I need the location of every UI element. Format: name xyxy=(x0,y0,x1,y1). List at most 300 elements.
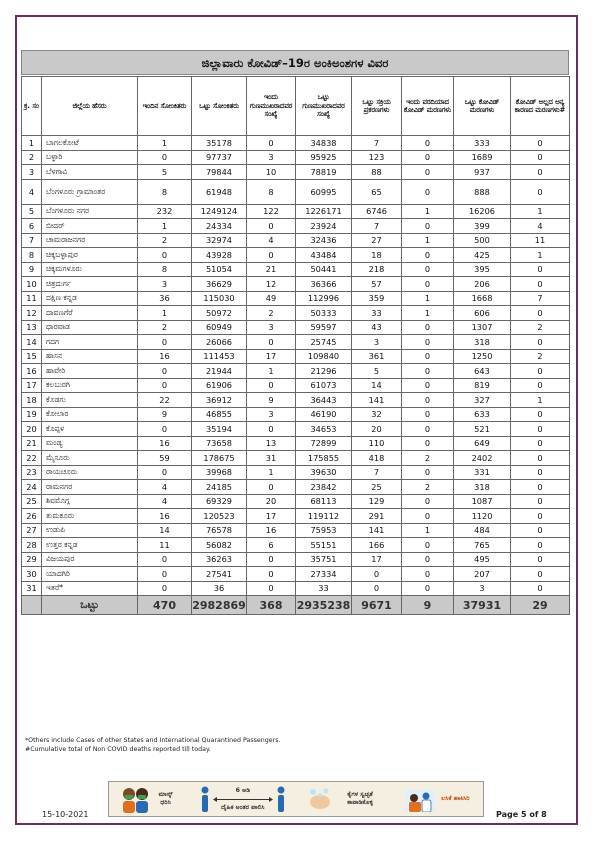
table-row xyxy=(22,393,570,408)
cell-sl: 3 xyxy=(22,165,42,180)
cell-sl: 18 xyxy=(22,393,42,408)
cell-death-total: 819 xyxy=(454,378,511,393)
table-row xyxy=(22,480,570,495)
cell-total: 24185 xyxy=(192,480,247,495)
cell-death-today: 2 xyxy=(402,480,454,495)
cell-rec-total: 1226171 xyxy=(296,204,352,219)
cell-active: 18 xyxy=(352,248,402,263)
cell-death-total: 2402 xyxy=(454,451,511,466)
cell-death-total: 425 xyxy=(454,248,511,263)
cell-total: 61948 xyxy=(192,179,247,204)
cell-sl: 30 xyxy=(22,567,42,582)
cell-death-total: 495 xyxy=(454,552,511,567)
cell-rec-total: 68113 xyxy=(296,494,352,509)
cell-sl: 22 xyxy=(22,451,42,466)
cell-total: 46855 xyxy=(192,407,247,422)
cell-name: ಚಿತ್ರದುರ್ಗ xyxy=(42,277,138,292)
table-row xyxy=(22,204,570,219)
cell-active: 25 xyxy=(352,480,402,495)
cell-name: ಶಿವಮೊಗ್ಗ xyxy=(42,494,138,509)
cell-today: 16 xyxy=(138,436,192,451)
cell-name: ಧಾರವಾಡ xyxy=(42,320,138,335)
cell-sl: 8 xyxy=(22,248,42,263)
cell-name: ತುಮಕೂರು xyxy=(42,509,138,524)
cell-death-total: 395 xyxy=(454,262,511,277)
cell-total: 178675 xyxy=(192,451,247,466)
cell-death-total: 937 xyxy=(454,165,511,180)
cell-rec-today: 1 xyxy=(247,465,296,480)
col-header-total-recovered: ಒಟ್ಟು ಗುಣಮುಖರಾದವರ ಸಂಖ್ಯೆ xyxy=(296,77,352,136)
cell-total: 115030 xyxy=(192,291,247,306)
cell-total: 36629 xyxy=(192,277,247,292)
totals-non-covid: 29 xyxy=(511,596,570,615)
cell-today: 3 xyxy=(138,277,192,292)
cell-rec-today: 0 xyxy=(247,422,296,437)
cell-total: 21944 xyxy=(192,364,247,379)
table-row xyxy=(22,291,570,306)
cell-non-covid: 0 xyxy=(511,567,570,582)
cell-rec-total: 23842 xyxy=(296,480,352,495)
cell-total: 43928 xyxy=(192,248,247,263)
cell-sl: 7 xyxy=(22,233,42,248)
cell-today: 1 xyxy=(138,219,192,234)
cell-today: 0 xyxy=(138,150,192,165)
col-header-active: ಒಟ್ಟು ಸಕ್ರಿಯ ಪ್ರಕರಣಗಳು xyxy=(352,77,402,136)
cell-rec-total: 35751 xyxy=(296,552,352,567)
cell-sl: 5 xyxy=(22,204,42,219)
cell-death-today: 0 xyxy=(402,262,454,277)
cell-rec-today: 12 xyxy=(247,277,296,292)
cell-non-covid: 0 xyxy=(511,179,570,204)
cell-today: 16 xyxy=(138,509,192,524)
cell-rec-today: 0 xyxy=(247,378,296,393)
cell-active: 141 xyxy=(352,393,402,408)
cell-sl: 14 xyxy=(22,335,42,350)
cell-rec-today: 2 xyxy=(247,306,296,321)
cell-death-total: 649 xyxy=(454,436,511,451)
cell-non-covid: 0 xyxy=(511,523,570,538)
cell-non-covid: 0 xyxy=(511,480,570,495)
cell-sl: 15 xyxy=(22,349,42,364)
cell-sl: 12 xyxy=(22,306,42,321)
cell-death-today: 0 xyxy=(402,538,454,553)
cell-name: ಬೀದರ್ xyxy=(42,219,138,234)
cell-death-today: 0 xyxy=(402,320,454,335)
table-header-row xyxy=(22,77,570,136)
cell-non-covid: 0 xyxy=(511,407,570,422)
table-row xyxy=(22,320,570,335)
cell-non-covid: 0 xyxy=(511,552,570,567)
cell-active: 5 xyxy=(352,364,402,379)
cell-total: 24334 xyxy=(192,219,247,234)
cell-rec-today: 122 xyxy=(247,204,296,219)
cell-rec-today: 0 xyxy=(247,248,296,263)
cell-rec-total: 72899 xyxy=(296,436,352,451)
cell-death-total: 643 xyxy=(454,364,511,379)
cell-active: 141 xyxy=(352,523,402,538)
cell-today: 0 xyxy=(138,248,192,263)
cell-rec-today: 3 xyxy=(247,320,296,335)
cell-death-total: 500 xyxy=(454,233,511,248)
handwash-icon xyxy=(307,786,333,812)
cell-rec-total: 34838 xyxy=(296,136,352,151)
cell-name: ಯಾದಗಿರಿ xyxy=(42,567,138,582)
table-row xyxy=(22,233,570,248)
cell-today: 16 xyxy=(138,349,192,364)
table-row xyxy=(22,465,570,480)
cell-today: 59 xyxy=(138,451,192,466)
cell-sl: 6 xyxy=(22,219,42,234)
cell-rec-total: 50333 xyxy=(296,306,352,321)
col-header-non-covid-deaths: ಕೋವಿಡ್ ಅಲ್ಲದ ಅನ್ಯ ಕಾರಣದ ಮರಣಗಳು# xyxy=(511,77,570,136)
report-date: 15-10-2021 xyxy=(42,810,89,819)
cell-sl: 9 xyxy=(22,262,42,277)
cell-active: 17 xyxy=(352,552,402,567)
table-row xyxy=(22,436,570,451)
cell-name: ಗದಗ xyxy=(42,335,138,350)
cell-non-covid: 0 xyxy=(511,306,570,321)
cell-rec-today: 0 xyxy=(247,552,296,567)
cell-active: 33 xyxy=(352,306,402,321)
cell-rec-total: 32436 xyxy=(296,233,352,248)
cell-active: 110 xyxy=(352,436,402,451)
cell-rec-today: 17 xyxy=(247,509,296,524)
cell-total: 97737 xyxy=(192,150,247,165)
cell-total: 39968 xyxy=(192,465,247,480)
cell-sl: 17 xyxy=(22,378,42,393)
cell-name: ಬಾಗಲಕೋಟೆ xyxy=(42,136,138,151)
cell-name: ಮೈಸೂರು xyxy=(42,451,138,466)
table-row xyxy=(22,538,570,553)
cell-active: 0 xyxy=(352,581,402,596)
cell-sl: 23 xyxy=(22,465,42,480)
table-row xyxy=(22,494,570,509)
cell-sl: 1 xyxy=(22,136,42,151)
cell-sl: 10 xyxy=(22,277,42,292)
col-header-today-deaths: ಇಂದು ವರದಿಯಾದ ಕೋವಿಡ್ ಮರಣಗಳು xyxy=(402,77,454,136)
cell-name: ವಿಜಯಪುರ xyxy=(42,552,138,567)
mask-label: ಮಾಸ್ಕ್ ಧರಿಸಿ xyxy=(158,791,173,806)
mask-segment xyxy=(120,785,179,813)
cell-non-covid: 0 xyxy=(511,262,570,277)
table-row xyxy=(22,306,570,321)
cell-death-today: 0 xyxy=(402,165,454,180)
vaccine-label: ಲಸಿಕೆ ಹಾಕಿಸಿರಿ xyxy=(441,795,470,802)
footnote-others: *Others include Cases of other States and International Quarantined Passengers. xyxy=(25,737,281,744)
cell-non-covid: 0 xyxy=(511,451,570,466)
cell-total: 73658 xyxy=(192,436,247,451)
cell-death-total: 399 xyxy=(454,219,511,234)
cell-non-covid: 0 xyxy=(511,378,570,393)
distance-text xyxy=(213,787,273,812)
table-row xyxy=(22,407,570,422)
cell-death-today: 0 xyxy=(402,509,454,524)
table-row xyxy=(22,422,570,437)
cell-sl: 13 xyxy=(22,320,42,335)
person-icon xyxy=(276,786,286,812)
cell-total: 32974 xyxy=(192,233,247,248)
col-header-district: ಜಿಲ್ಲೆಯ ಹೆಸರು xyxy=(42,77,138,136)
cell-rec-total: 109840 xyxy=(296,349,352,364)
double-arrow-icon xyxy=(213,797,273,802)
cell-rec-today: 13 xyxy=(247,436,296,451)
cell-today: 14 xyxy=(138,523,192,538)
cell-non-covid: 0 xyxy=(511,581,570,596)
table-row xyxy=(22,179,570,204)
cell-non-covid: 0 xyxy=(511,538,570,553)
cell-name: ಉತ್ತರ ಕನ್ನಡ xyxy=(42,538,138,553)
cell-rec-today: 0 xyxy=(247,567,296,582)
col-header-today-cases: ಇಂದಿನ ಸೋಂಕಿತರು xyxy=(138,77,192,136)
cell-today: 4 xyxy=(138,480,192,495)
cell-rec-today: 31 xyxy=(247,451,296,466)
cell-active: 7 xyxy=(352,136,402,151)
cell-today: 1 xyxy=(138,306,192,321)
table-row xyxy=(22,509,570,524)
table-row xyxy=(22,349,570,364)
cell-rec-total: 78819 xyxy=(296,165,352,180)
page-total: 8 xyxy=(541,810,547,819)
cell-active: 291 xyxy=(352,509,402,524)
cell-name: ದಕ್ಷಿಣ ಕನ್ನಡ xyxy=(42,291,138,306)
cell-rec-total: 25745 xyxy=(296,335,352,350)
table-row xyxy=(22,150,570,165)
cell-non-covid: 0 xyxy=(511,277,570,292)
cell-rec-today: 3 xyxy=(247,150,296,165)
table-row xyxy=(22,136,570,151)
cell-rec-total: 119112 xyxy=(296,509,352,524)
cell-name: ಚಿಕ್ಕಮಗಳೂರು xyxy=(42,262,138,277)
cell-today: 0 xyxy=(138,581,192,596)
table-row xyxy=(22,378,570,393)
table-row xyxy=(22,219,570,234)
cell-total: 36263 xyxy=(192,552,247,567)
cell-active: 218 xyxy=(352,262,402,277)
cell-rec-today: 9 xyxy=(247,393,296,408)
cell-rec-total: 33 xyxy=(296,581,352,596)
cell-total: 36 xyxy=(192,581,247,596)
cell-name: ಹಾವೇರಿ xyxy=(42,364,138,379)
cell-today: 0 xyxy=(138,552,192,567)
cell-non-covid: 2 xyxy=(511,320,570,335)
cell-name: ಚಿಕ್ಕಬಳ್ಳಾಪುರ xyxy=(42,248,138,263)
table-row xyxy=(22,262,570,277)
person-icon xyxy=(200,786,210,812)
col-header-today-recovered: ಇಂದು ಗುಣಮುಖರಾದವರ ಸಂಖ್ಯೆ xyxy=(247,77,296,136)
cell-non-covid: 2 xyxy=(511,349,570,364)
cell-sl: 31 xyxy=(22,581,42,596)
cell-death-today: 0 xyxy=(402,364,454,379)
cell-total: 36912 xyxy=(192,393,247,408)
cell-name: ಮಂಡ್ಯ xyxy=(42,436,138,451)
cell-rec-today: 16 xyxy=(247,523,296,538)
cell-name: ರಾಯಚೂರು xyxy=(42,465,138,480)
totals-rec-today: 368 xyxy=(247,596,296,615)
cell-death-today: 0 xyxy=(402,567,454,582)
cell-today: 0 xyxy=(138,465,192,480)
cell-death-total: 1120 xyxy=(454,509,511,524)
cell-today: 0 xyxy=(138,335,192,350)
cell-death-today: 0 xyxy=(402,494,454,509)
table-row xyxy=(22,165,570,180)
cell-name: ಕೋಲಾರ xyxy=(42,407,138,422)
cell-death-today: 2 xyxy=(402,451,454,466)
col-header-total-deaths: ಒಟ್ಟು ಕೋವಿಡ್ ಮರಣಗಳು xyxy=(454,77,511,136)
cell-rec-today: 0 xyxy=(247,480,296,495)
cell-active: 129 xyxy=(352,494,402,509)
handwash-segment xyxy=(307,786,384,812)
cell-name: ರಾಮನಗರ xyxy=(42,480,138,495)
cell-death-today: 0 xyxy=(402,349,454,364)
cell-active: 57 xyxy=(352,277,402,292)
cell-death-today: 0 xyxy=(402,465,454,480)
cell-name: ದಾವಣಗೆರೆ xyxy=(42,306,138,321)
cell-rec-total: 27334 xyxy=(296,567,352,582)
cell-non-covid: 1 xyxy=(511,204,570,219)
cell-today: 0 xyxy=(138,422,192,437)
cell-rec-total: 36366 xyxy=(296,277,352,292)
cell-death-today: 0 xyxy=(402,136,454,151)
cell-name: ಬೆಂಗಳೂರು ಗ್ರಾಮಾಂತರ xyxy=(42,179,138,204)
cell-today: 5 xyxy=(138,165,192,180)
cell-death-today: 0 xyxy=(402,552,454,567)
cell-non-covid: 11 xyxy=(511,233,570,248)
cell-death-today: 1 xyxy=(402,204,454,219)
cell-rec-today: 3 xyxy=(247,407,296,422)
cell-death-total: 1087 xyxy=(454,494,511,509)
cell-non-covid: 0 xyxy=(511,335,570,350)
cell-rec-total: 60995 xyxy=(296,179,352,204)
table-row xyxy=(22,552,570,567)
cell-sl: 19 xyxy=(22,407,42,422)
cell-death-total: 16206 xyxy=(454,204,511,219)
cell-rec-today: 6 xyxy=(247,538,296,553)
cell-name: ಹಾಸನ xyxy=(42,349,138,364)
cell-rec-total: 21296 xyxy=(296,364,352,379)
cell-death-total: 888 xyxy=(454,179,511,204)
cell-total: 27541 xyxy=(192,567,247,582)
cell-sl: 11 xyxy=(22,291,42,306)
cell-total: 50972 xyxy=(192,306,247,321)
cell-sl: 29 xyxy=(22,552,42,567)
cell-non-covid: 0 xyxy=(511,364,570,379)
col-header-total-cases: ಒಟ್ಟು ಸೋಂಕಿತರು xyxy=(192,77,247,136)
cell-today: 11 xyxy=(138,538,192,553)
cell-death-total: 521 xyxy=(454,422,511,437)
cell-today: 9 xyxy=(138,407,192,422)
cell-rec-today: 10 xyxy=(247,165,296,180)
table-row xyxy=(22,523,570,538)
cell-non-covid: 4 xyxy=(511,219,570,234)
cell-death-total: 606 xyxy=(454,306,511,321)
cell-death-today: 0 xyxy=(402,150,454,165)
cell-rec-total: 112996 xyxy=(296,291,352,306)
cell-active: 123 xyxy=(352,150,402,165)
cell-death-today: 0 xyxy=(402,335,454,350)
cell-total: 56082 xyxy=(192,538,247,553)
cell-name: ಇತರೆ* xyxy=(42,581,138,596)
cell-today: 22 xyxy=(138,393,192,408)
col-header-sl: ಕ್ರ. ಸಂ xyxy=(22,77,42,136)
totals-total: 2982869 xyxy=(192,596,247,615)
table-row xyxy=(22,277,570,292)
totals-sl xyxy=(22,596,42,615)
cell-death-total: 1668 xyxy=(454,291,511,306)
distance-value: 6 ಅಡಿ xyxy=(235,786,251,794)
footnote-non-covid: #Cumulative total of Non COVID deaths reported till today. xyxy=(25,746,211,753)
cell-sl: 4 xyxy=(22,179,42,204)
cell-active: 418 xyxy=(352,451,402,466)
cell-death-total: 327 xyxy=(454,393,511,408)
page-number xyxy=(496,810,547,819)
cell-today: 0 xyxy=(138,378,192,393)
table-row xyxy=(22,248,570,263)
cell-total: 51054 xyxy=(192,262,247,277)
cell-active: 7 xyxy=(352,219,402,234)
cell-today: 8 xyxy=(138,179,192,204)
cell-total: 120523 xyxy=(192,509,247,524)
cell-death-today: 0 xyxy=(402,436,454,451)
cell-death-today: 0 xyxy=(402,407,454,422)
cell-rec-total: 39630 xyxy=(296,465,352,480)
totals-row xyxy=(22,596,570,615)
cell-rec-total: 50441 xyxy=(296,262,352,277)
cell-non-covid: 0 xyxy=(511,150,570,165)
cell-sl: 27 xyxy=(22,523,42,538)
cell-death-total: 207 xyxy=(454,567,511,582)
cell-today: 8 xyxy=(138,262,192,277)
cell-non-covid: 7 xyxy=(511,291,570,306)
cell-active: 32 xyxy=(352,407,402,422)
cell-rec-total: 59597 xyxy=(296,320,352,335)
cell-today: 1 xyxy=(138,136,192,151)
cell-active: 88 xyxy=(352,165,402,180)
cell-active: 3 xyxy=(352,335,402,350)
cell-name: ಬೆಳಗಾವಿ xyxy=(42,165,138,180)
table-row xyxy=(22,567,570,582)
cell-death-total: 1689 xyxy=(454,150,511,165)
cell-rec-today: 0 xyxy=(247,136,296,151)
table-row xyxy=(22,364,570,379)
table-row xyxy=(22,451,570,466)
cell-name: ಕೊಪ್ಪಳ xyxy=(42,422,138,437)
handwash-label: ಕೈಗಳ ಸ್ವಚ್ಛತೆ ಕಾಪಾಡಿಕೊಳ್ಳಿ xyxy=(347,791,373,806)
cell-death-total: 331 xyxy=(454,465,511,480)
cell-death-today: 0 xyxy=(402,219,454,234)
cell-active: 27 xyxy=(352,233,402,248)
cell-rec-total: 61073 xyxy=(296,378,352,393)
cell-active: 0 xyxy=(352,567,402,582)
cell-death-total: 318 xyxy=(454,480,511,495)
cell-total: 35194 xyxy=(192,422,247,437)
totals-death-total: 37931 xyxy=(454,596,511,615)
cell-total: 60949 xyxy=(192,320,247,335)
cell-death-today: 0 xyxy=(402,179,454,204)
cell-death-today: 1 xyxy=(402,233,454,248)
cell-rec-total: 43484 xyxy=(296,248,352,263)
cell-death-today: 0 xyxy=(402,378,454,393)
cell-death-total: 333 xyxy=(454,136,511,151)
cell-today: 2 xyxy=(138,233,192,248)
cell-death-today: 0 xyxy=(402,248,454,263)
cell-name: ಉಡುಪಿ xyxy=(42,523,138,538)
totals-death-today: 9 xyxy=(402,596,454,615)
cell-total: 1249124 xyxy=(192,204,247,219)
cell-non-covid: 0 xyxy=(511,509,570,524)
cell-rec-today: 20 xyxy=(247,494,296,509)
cell-active: 6746 xyxy=(352,204,402,219)
cell-non-covid: 0 xyxy=(511,422,570,437)
